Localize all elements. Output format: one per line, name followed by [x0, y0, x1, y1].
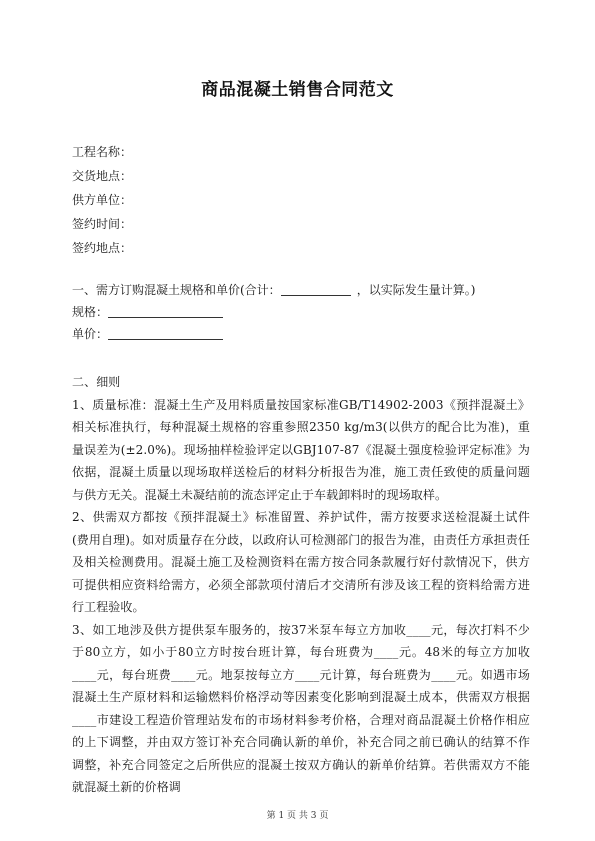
spec-label: 规格： [72, 305, 109, 319]
supplier-field: 供方单位： [72, 193, 133, 207]
section-1-heading-text: 一、需方订购混凝土规格和单价(合计： [72, 283, 281, 297]
price-blank-line [108, 325, 223, 340]
section-1 [72, 279, 532, 345]
price-row [72, 323, 532, 345]
paragraph-pump-service: 3、如工地涉及供方提供泵车服务的，按37米泵车每立方加收____元，每次打料不少于80立方，如小于80立方时按台班计算，每台班费为____元。48米的每立方加收____元，每台班费____元。地泵按每立方____元计算，每台班费为____元。如遇市场混凝土生产原材料和运输燃料价格浮动等因素变化影响到混凝土成本，供需双方根据____市建设工程造价管理站发布的市场材料参考价格，合理对商品混凝土价格作相应的上下调整，并由双方签订补充合同确认新的单价，补充合同之前已确认的结算不作调整，补充合同签定之后所供应的混凝土按双方确认的新单价结算。若供需双方不能就混凝土新的价格调 [72, 622, 530, 794]
paragraph-test-specimens: 2、供需双方都按《预拌混凝土》标准留置、养护试件，需方按要求送检混凝土试件(费用自理)。如对质量存在分歧，以政府认可检测部门的报告为准，由责任方承担责任及相关检测费用。混凝土施工及检测资料在需方按合同条款履行好付款情况下，供方可提供相应资料给需方，必须全部款项付清后才交清所有涉及该工程的资料给需方进行工程验收。 [72, 510, 530, 614]
delivery-location-field: 交货地点： [72, 169, 133, 183]
section-1-heading [72, 279, 532, 301]
contract-info-block [72, 140, 132, 260]
spec-blank-line [108, 303, 223, 318]
paragraph-quality-standard: 1、质量标准：混凝土生产及用料质量按国家标准GB/T14902-2003《预拌混凝土》相关标准执行，每种混凝土规格的容重参照2350 kg/m3(以供方的配合比为准)，重量误差为(±2.0%)。现场抽样检验评定以GBJ107-87《混凝土强度检验评定标准》为依据，混凝土质量以现场取样送检后的材料分析报告为准，施工责任致使的质量问题与供方无关。混凝土未凝结前的流态评定止于车载卸料时的现场取样。 [72, 397, 530, 502]
section-2 [72, 371, 530, 799]
sign-location-field: 签约地点： [72, 241, 133, 255]
section-2-heading: 二、细则 [72, 375, 121, 389]
price-label: 单价： [72, 327, 109, 341]
total-blank-line [281, 281, 351, 296]
page-number-footer: 第 1 页 共 3 页 [266, 811, 329, 821]
document-title: 商品混凝土销售合同范文 [201, 80, 394, 100]
section-1-heading-suffix: ，以实际发生量计算。) [356, 283, 476, 297]
sign-time-field: 签约时间： [72, 217, 133, 231]
spec-row [72, 301, 532, 323]
project-name-field: 工程名称： [72, 145, 133, 159]
